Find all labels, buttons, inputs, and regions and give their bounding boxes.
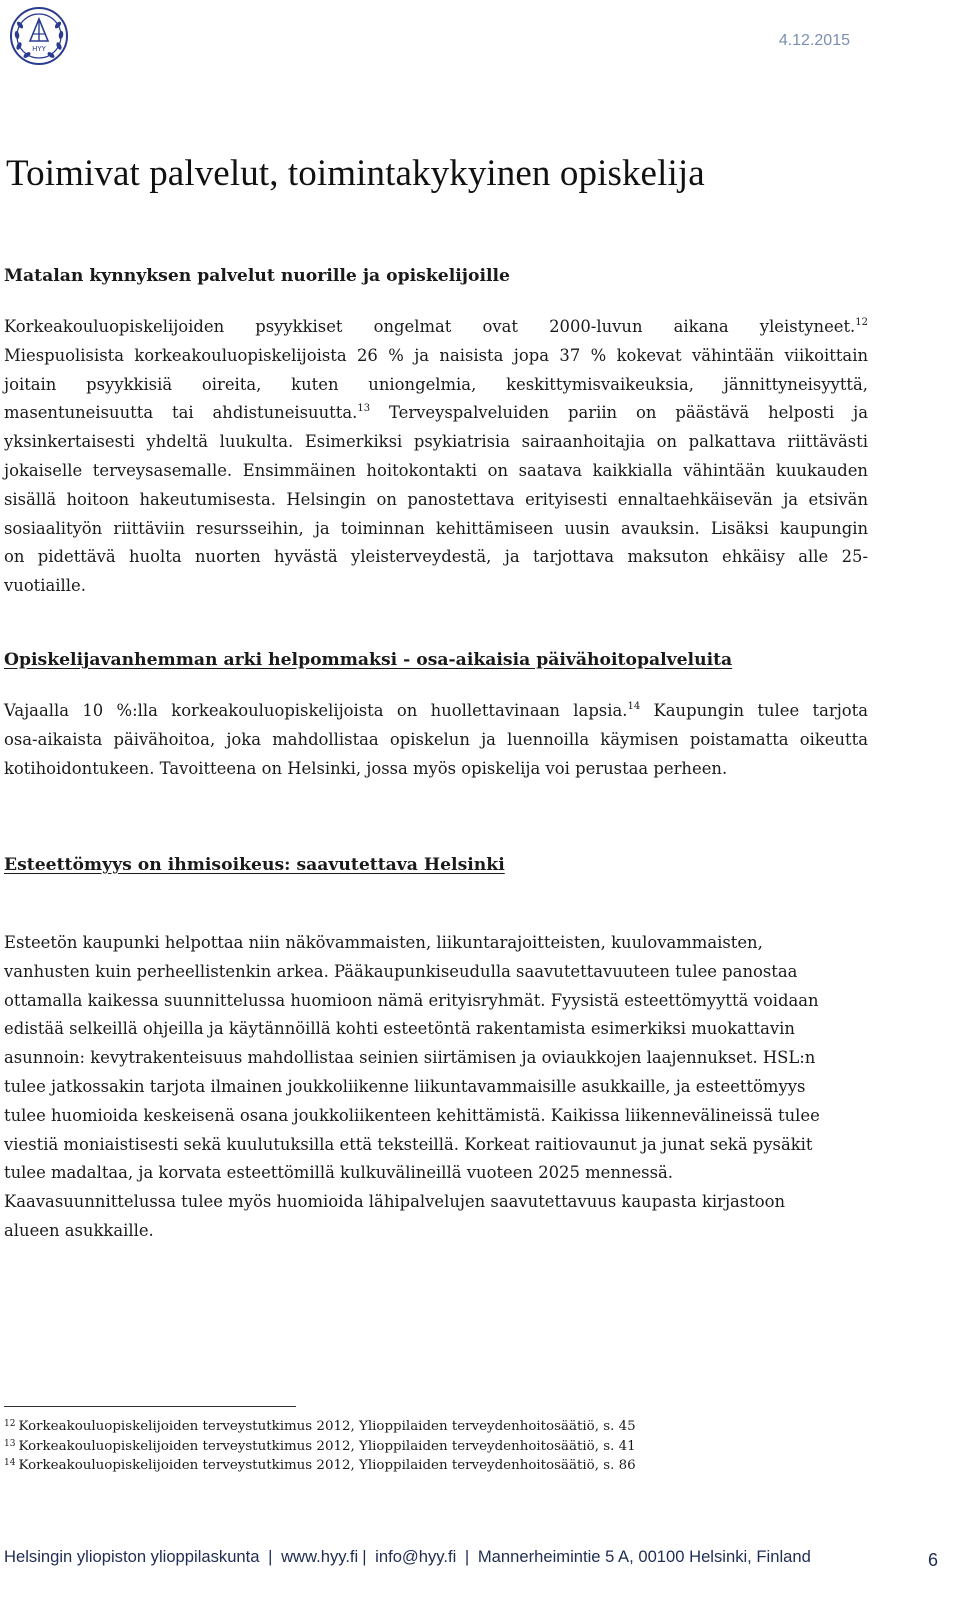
text-line: sosiaalityön riittäviin resursseihin, ja toiminnan kehittämiseen uusin avauksin. Lisäksi kaupungin [4, 518, 868, 538]
footnote-12: $^{12}$ Korkeakouluopiskelijoiden terveystutkimus 2012, Ylioppilaiden terveydenhoitosäätiö, s. 45 [4, 1419, 636, 1434]
text-line: on pidettävä huolta nuorten hyvästä yleisterveydestä, ja tarjottava maksuton ehkäisy alle 25- [4, 547, 868, 567]
footer-separator: | [362, 1547, 367, 1566]
footer-separator: | [464, 1547, 470, 1566]
footer-address: Mannerheimintie 5 A, 00100 Helsinki, Finland [477, 1547, 811, 1566]
text-line: edistää selkeillä ohjeilla ja käytännöillä kohti esteetöntä rakentamista esimerkiksi muokattavin [4, 1019, 795, 1039]
text-line: Esteetön kaupunki helpottaa niin näkövammaisten, liikuntarajoitteisten, kuulovammaisten, [4, 933, 763, 952]
text-line: ottamalla kaikessa suunnittelussa huomioon nämä erityisryhmät. Fyysistä esteettömyyttä voidaan [4, 990, 819, 1010]
text-line: asunnoin: kevytrakenteisuus mahdollistaa seinien siirtämisen ja oviaukkojen laajennukset. HSL:n [4, 1048, 816, 1068]
text-line: tulee huomioida keskeisenä osana joukkoliikenteen kehittämistä. Kaikissa liikennevälineissä tulee [4, 1105, 820, 1125]
section-paragraph-low-threshold [4, 313, 868, 601]
logo-text: HYY [32, 45, 46, 53]
page-footer [4, 1547, 811, 1567]
footer-separator: | [268, 1547, 273, 1566]
text-line: viestiä moniaistisesti sekä kuulutuksilla että teksteillä. Korkeat raitiovaunut ja junat sekä pysäkit [4, 1134, 813, 1154]
text-line: yksinkertaisesti yhdeltä luukulta. Esimerkiksi psykiatrisia sairaanhoitajia on palkattava riittävästi [4, 432, 868, 452]
page-number: 6 [927, 1550, 938, 1570]
footnote-ref-14[interactable]: 14 [627, 701, 641, 712]
text-line: tulee jatkossakin tarjota ilmainen joukkoliikenne liikuntavammaisille asukkaille, ja esteettömyys [4, 1076, 806, 1096]
footnote-ref-13[interactable]: 13 [357, 403, 371, 415]
hyy-emblem-icon [8, 5, 70, 67]
footnote-ref-12[interactable]: 12 [855, 317, 868, 328]
document-date: 4.12.2015 [778, 32, 850, 49]
text-line: Vajaalla 10 %:lla korkeakouluopiskelijoista on huollettavinaan lapsia.$^{14}$ Kaupungin tulee tarjota [4, 701, 869, 720]
text-line: tulee madaltaa, ja korvata esteettömillä kulkuvälineillä vuoteen 2025 mennessä. [4, 1163, 673, 1183]
footer-email-link[interactable]: info@hyy.fi [375, 1547, 457, 1566]
section-heading-student-parents: Opiskelijavanhemman arki helpommaksi - osa-aikaisia päivähoitopalveluita [4, 650, 733, 670]
footnote-13: $^{13}$ Korkeakouluopiskelijoiden terveystutkimus 2012, Ylioppilaiden terveydenhoitosäätiö, s. 41 [4, 1438, 636, 1454]
text-line: vanhusten kuin perheellistenkin arkea. Pääkaupunkiseudulla saavutettavuuteen tulee panostaa [4, 961, 798, 981]
section-heading-accessibility: Esteettömyys on ihmisoikeus: saavutettava Helsinki [4, 855, 505, 875]
section-paragraph-accessibility [4, 929, 868, 1246]
text-line: osa-aikaista päivähoitoa, joka mahdollistaa opiskelun ja luennoilla käymisen poistamatta oikeutta [4, 729, 868, 749]
text-line: kotihoidontukeen. Tavoitteena on Helsinki, jossa myös opiskelija voi perustaa perheen. [4, 758, 728, 778]
footnotes [4, 1417, 636, 1476]
footer-organization: Helsingin yliopiston ylioppilaskunta [4, 1547, 260, 1566]
text-line: Miespuolisista korkeakouluopiskelijoista 26 % ja naisista jopa 37 % kokevat vähintään viikoittain [4, 345, 868, 365]
footnote-14: $^{14}$ Korkeakouluopiskelijoiden terveystutkimus 2012, Ylioppilaiden terveydenhoitosäätiö, s. 86 [4, 1458, 636, 1474]
page-title: Toimivat palvelut, toimintakykyinen opiskelija [6, 153, 705, 194]
section-paragraph-student-parents [4, 697, 868, 783]
text-line: jokaiselle terveysasemalle. Ensimmäinen hoitokontakti on saatava kaikkialla vähintään kuukauden [4, 460, 868, 480]
footnote-divider [4, 1406, 296, 1407]
text-line: vuotiaille. [4, 576, 86, 596]
footer-website-link[interactable]: www.hyy.fi [281, 1547, 359, 1566]
text-line: alueen asukkaille. [4, 1220, 154, 1240]
section-heading-low-threshold: Matalan kynnyksen palvelut nuorille ja opiskelijoille [4, 266, 510, 286]
text-line: Kaavasuunnittelussa tulee myös huomioida lähipalvelujen saavutettavuus kaupasta kirjastoon [4, 1192, 786, 1212]
text-line: joitain psyykkisiä oireita, kuten uniongelmia, keskittymisvaikeuksia, jännittyneisyyttä, [4, 374, 868, 394]
text-line: masentuneisuutta tai ahdistuneisuutta.$^{13}$ Terveyspalveluiden pariin on päästävä helposti ja [4, 403, 868, 423]
text-line: Korkeakouluopiskelijoiden psyykkiset ongelmat ovat 2000-luvun aikana yleistyneet.$^{12}$ [4, 317, 868, 336]
text-line: sisällä hoitoon hakeutumisesta. Helsingin on panostettava erityisesti ennaltaehkäisevän ja etsivän [4, 489, 868, 509]
